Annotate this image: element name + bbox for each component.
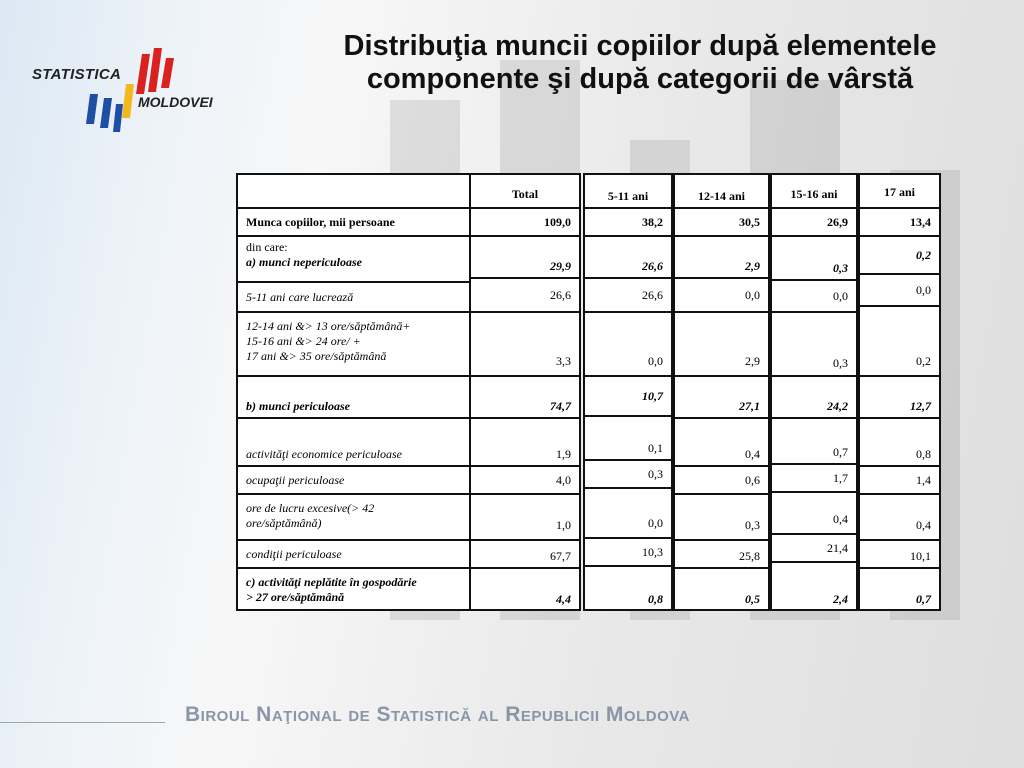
table-cell: 0,0 (675, 279, 768, 313)
table-cell: 0,4 (675, 419, 768, 467)
row-label: din care: a) munci nepericuloase (238, 237, 471, 283)
table-cell: 0,3 (585, 461, 671, 489)
table-cell: 4,4 (556, 592, 571, 606)
table-cell: 0,0 (585, 313, 671, 377)
table-cell: 1,9 (471, 419, 579, 467)
table-cell: 0,8 (860, 419, 939, 467)
footer-divider (0, 722, 165, 723)
table-cell: 0,2 (860, 307, 939, 377)
table-cell: 0,4 (860, 495, 939, 541)
row-label: activităţi economice periculoase (238, 419, 471, 467)
header-empty-cell (238, 175, 471, 209)
table-cell: 0,6 (675, 467, 768, 495)
table-cell: 12,7 (860, 377, 939, 419)
row-label: condiţii periculoase (238, 541, 471, 569)
table-cell: 4,0 (471, 467, 579, 495)
row-label: c) activităţi neplătite în gospodărie > 27 ore/săptămână (246, 575, 417, 604)
column-header: Total (471, 175, 579, 209)
age-15-16-column (770, 173, 858, 611)
column-header: 17 ani (860, 175, 939, 209)
table-cell: 0,0 (860, 275, 939, 307)
table-cell: 2,9 (675, 237, 768, 279)
table-cell: 0,8 (648, 592, 663, 606)
table-cell: 0,4 (772, 493, 856, 535)
table-cell: 0,3 (772, 237, 856, 281)
row-label: 12-14 ani &> 13 ore/săptămână+ 15-16 ani &> 24 ore/ + 17 ani &> 35 ore/săptămână (238, 313, 471, 377)
total-column (469, 173, 581, 611)
column-header: 5-11 ani (585, 175, 671, 209)
row-label: ocupaţii periculoase (238, 467, 471, 495)
table-cell: 0,7 (916, 592, 931, 606)
logo-text-moldovei: MOLDOVEI (138, 94, 213, 110)
table-cell: 74,7 (471, 377, 579, 419)
footer-text: Biroul Naţional de Statistică al Republicii Moldova (185, 703, 690, 726)
row-label: Munca copiilor, mii persoane (238, 209, 471, 237)
age-5-11-column (583, 173, 673, 611)
logo-stripes-icon (30, 44, 230, 136)
row-label: b) munci periculoase (238, 377, 471, 419)
table-cell: 0,3 (772, 313, 856, 377)
table-cell: 0,3 (675, 495, 768, 541)
table-cell: 10,3 (585, 539, 671, 567)
column-header: 12-14 ani (675, 175, 768, 209)
table-cell: 1,4 (860, 467, 939, 495)
table-cell: 0,0 (772, 281, 856, 313)
age-12-14-column (673, 173, 770, 611)
table-cell: 0,5 (745, 592, 760, 606)
age-17-column (858, 173, 941, 611)
table-cell: 38,2 (585, 209, 671, 237)
statistica-moldovei-logo (30, 44, 230, 136)
table-cell: 0,2 (860, 237, 939, 275)
page-title: Distribuţia muncii copiilor după elementele componente şi după categorii de vârstă (343, 30, 937, 96)
row-label: ore de lucru excesive(> 42 ore/săptămână) (238, 495, 471, 541)
table-cell: 0,1 (585, 417, 671, 461)
logo-text-statistica: STATISTICA (32, 66, 122, 83)
table-cell: 1,0 (471, 495, 579, 541)
table-cell: 1,7 (772, 465, 856, 493)
table-cell: 2,9 (675, 313, 768, 377)
table-cell: 67,7 (471, 541, 579, 569)
data-table (236, 173, 941, 611)
table-cell: 13,4 (860, 209, 939, 237)
table-cell: 26,6 (471, 279, 579, 313)
row-label: 5-11 ani care lucrează (238, 283, 471, 313)
table-cell: 0,7 (772, 419, 856, 465)
table-cell: 10,1 (860, 541, 939, 569)
table-cell: 2,4 (833, 592, 848, 606)
table-cell: 3,3 (471, 313, 579, 377)
table-cell: 25,8 (675, 541, 768, 569)
table-cell: 26,6 (585, 279, 671, 313)
column-header: 15-16 ani (772, 175, 856, 209)
table-cell: 26,6 (585, 237, 671, 279)
table-cell: 26,9 (772, 209, 856, 237)
label-column (236, 173, 473, 611)
table-cell: 21,4 (772, 535, 856, 563)
table-cell: 30,5 (675, 209, 768, 237)
table-cell: 109,0 (471, 209, 579, 237)
table-cell: 24,2 (772, 377, 856, 419)
table-cell: 29,9 (471, 237, 579, 279)
table-cell: 0,0 (585, 489, 671, 539)
table-cell: 27,1 (675, 377, 768, 419)
table-cell: 10,7 (585, 377, 671, 417)
